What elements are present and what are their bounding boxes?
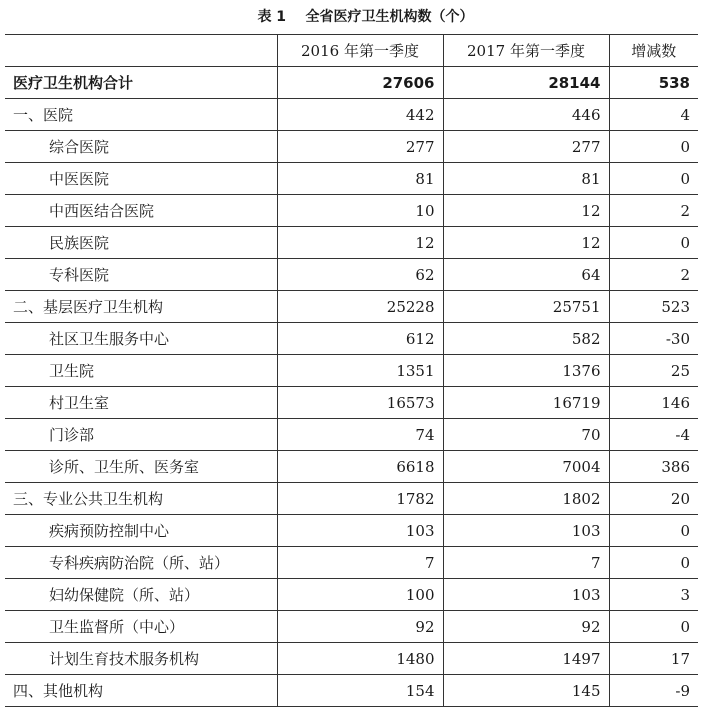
row-2017-value: 92 [443,611,609,643]
row-label: 诊所、卫生所、医务室 [5,451,277,483]
row-change-value: 0 [609,547,698,579]
table-row [5,291,698,323]
table-row [5,323,698,355]
total-label: 医疗卫生机构合计 [5,67,277,99]
row-2017-value: 103 [443,515,609,547]
row-label: 中医医院 [5,163,277,195]
table-row [5,515,698,547]
table-row [5,355,698,387]
row-change-value: 4 [609,99,698,131]
row-2017-value: 145 [443,675,609,707]
header-2016-q1: 2016 年第一季度 [277,35,443,67]
table-row [5,419,698,451]
row-2016-value: 6618 [277,451,443,483]
row-2017-value: 582 [443,323,609,355]
row-2016-value: 277 [277,131,443,163]
row-label: 计划生育技术服务机构 [5,643,277,675]
row-label: 综合医院 [5,131,277,163]
row-2017-value: 103 [443,579,609,611]
row-2016-value: 442 [277,99,443,131]
table-row [5,227,698,259]
row-change-value: 0 [609,163,698,195]
row-change-value: -4 [609,419,698,451]
row-change-value: 523 [609,291,698,323]
row-label: 疾病预防控制中心 [5,515,277,547]
row-2016-value: 25228 [277,291,443,323]
row-2016-value: 92 [277,611,443,643]
row-label: 三、专业公共卫生机构 [5,483,277,515]
row-label: 社区卫生服务中心 [5,323,277,355]
table-row [5,611,698,643]
row-2016-value: 1351 [277,355,443,387]
total-row [5,67,698,99]
row-label: 卫生院 [5,355,277,387]
row-2016-value: 154 [277,675,443,707]
header-2017-q1: 2017 年第一季度 [443,35,609,67]
row-label: 中西医结合医院 [5,195,277,227]
row-2016-value: 1782 [277,483,443,515]
row-2017-value: 7 [443,547,609,579]
table-row [5,195,698,227]
row-2016-value: 1480 [277,643,443,675]
header-change: 增减数 [609,35,698,67]
table-row [5,675,698,707]
row-2017-value: 81 [443,163,609,195]
table-row [5,99,698,131]
row-change-value: 20 [609,483,698,515]
row-2017-value: 277 [443,131,609,163]
table-header-row [5,35,698,67]
total-2016: 27606 [277,67,443,99]
total-2017: 28144 [443,67,609,99]
row-label: 一、医院 [5,99,277,131]
row-2016-value: 100 [277,579,443,611]
row-2016-value: 12 [277,227,443,259]
row-change-value: 0 [609,515,698,547]
row-2017-value: 1802 [443,483,609,515]
row-label: 四、其他机构 [5,675,277,707]
total-change: 538 [609,67,698,99]
row-2016-value: 16573 [277,387,443,419]
table-row [5,547,698,579]
row-change-value: 146 [609,387,698,419]
row-change-value: -9 [609,675,698,707]
row-2016-value: 74 [277,419,443,451]
row-label: 民族医院 [5,227,277,259]
row-2017-value: 70 [443,419,609,451]
row-2016-value: 62 [277,259,443,291]
row-2017-value: 25751 [443,291,609,323]
table-row [5,643,698,675]
row-change-value: -30 [609,323,698,355]
row-2016-value: 10 [277,195,443,227]
row-2016-value: 7 [277,547,443,579]
row-2017-value: 1497 [443,643,609,675]
header-category [5,35,277,67]
table-row [5,451,698,483]
row-2017-value: 12 [443,227,609,259]
institutions-table [5,34,698,707]
row-label: 专科疾病防治院（所、站） [5,547,277,579]
row-2016-value: 612 [277,323,443,355]
table-row [5,131,698,163]
row-change-value: 25 [609,355,698,387]
row-2016-value: 103 [277,515,443,547]
table-row [5,579,698,611]
row-change-value: 386 [609,451,698,483]
table-row [5,483,698,515]
row-change-value: 0 [609,611,698,643]
row-change-value: 3 [609,579,698,611]
row-change-value: 2 [609,259,698,291]
table-row [5,387,698,419]
row-2017-value: 64 [443,259,609,291]
row-change-value: 0 [609,227,698,259]
row-label: 二、基层医疗卫生机构 [5,291,277,323]
row-2017-value: 12 [443,195,609,227]
table-caption: 表 1 全省医疗卫生机构数（个） [257,9,474,25]
row-label: 专科医院 [5,259,277,291]
table-row [5,163,698,195]
row-label: 卫生监督所（中心） [5,611,277,643]
row-2016-value: 81 [277,163,443,195]
row-2017-value: 446 [443,99,609,131]
table-row [5,259,698,291]
row-label: 门诊部 [5,419,277,451]
row-2017-value: 16719 [443,387,609,419]
row-2017-value: 1376 [443,355,609,387]
row-change-value: 17 [609,643,698,675]
row-change-value: 2 [609,195,698,227]
row-change-value: 0 [609,131,698,163]
row-label: 妇幼保健院（所、站） [5,579,277,611]
row-label: 村卫生室 [5,387,277,419]
row-2017-value: 7004 [443,451,609,483]
